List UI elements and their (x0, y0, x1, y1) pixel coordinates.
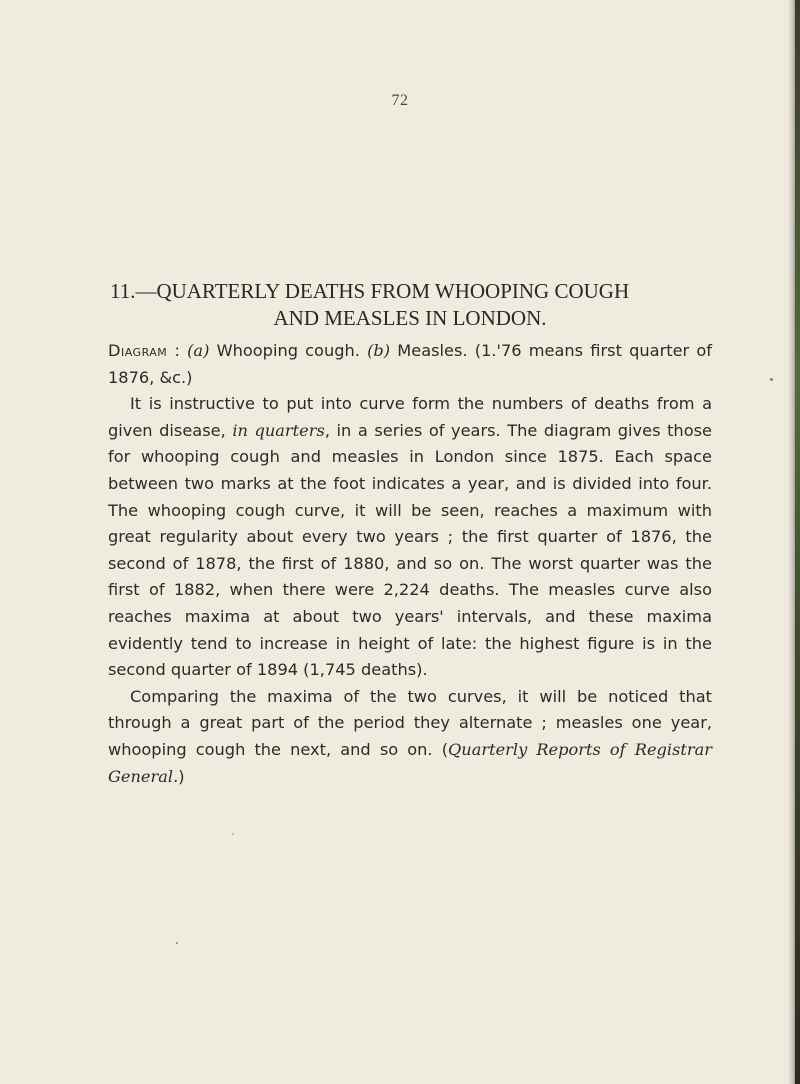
source-reference: Quarterly Reports of Registrar General. (108, 739, 713, 786)
paragraph-2-part-1: Comparing the maxima of the two curves, it will be noticed that through a great part of the period they alternate ; measles one year, whooping cough the next, and so on. ( (108, 686, 712, 759)
heading-line-2: AND MEASLES IN LONDON. (273, 306, 547, 330)
paragraph-1-part-2: , in a series of years. The diagram gives those for whooping cough and measles in London since 1875. Each space between two marks at the foot indicates a year, and is divided into four. The whooping cough curve, it will be seen, reaches a maximum with great regularity about every two years ; the first quarter of 1876, the second of 1878, the first of 1880, and so on. The worst quarter was the first of 1882, when there were 2,224 deaths. The measles curve also reaches maxima at about two years' intervals, and these maxima evidently tend to increase in height of late: the highest figure is in the second quarter of 1894 (1,745 deaths). (108, 420, 712, 680)
heading-line-1: 11.—QUARTERLY DEATHS FROM WHOOPING COUGH (110, 279, 630, 303)
caption-separator: : (167, 341, 188, 360)
caption-label: Diagram (108, 341, 168, 360)
section-heading (110, 278, 710, 332)
caption-b-text: Measles. (1.'76 means first quarter of 1876, &c.) (108, 341, 712, 387)
body-text (108, 338, 712, 790)
book-cover-edge (795, 0, 800, 1084)
page-number: 72 (391, 92, 409, 109)
paragraph-2 (108, 684, 712, 790)
caption-a-text: Whooping cough. (209, 341, 368, 360)
paragraph-1-emphasis: in quarters (232, 420, 325, 440)
paper-speck (770, 378, 773, 381)
paragraph-1-part-1: It is instructive to put into curve form the numbers of deaths from a given disease, (108, 394, 712, 440)
caption-b-marker: (b) (367, 341, 391, 360)
paper-speck (176, 942, 178, 944)
diagram-caption (108, 338, 712, 391)
paragraph-1 (108, 391, 712, 684)
paragraph-2-part-2: ) (178, 766, 185, 786)
paper-speck (232, 833, 234, 835)
caption-a-marker: (a) (187, 341, 210, 360)
